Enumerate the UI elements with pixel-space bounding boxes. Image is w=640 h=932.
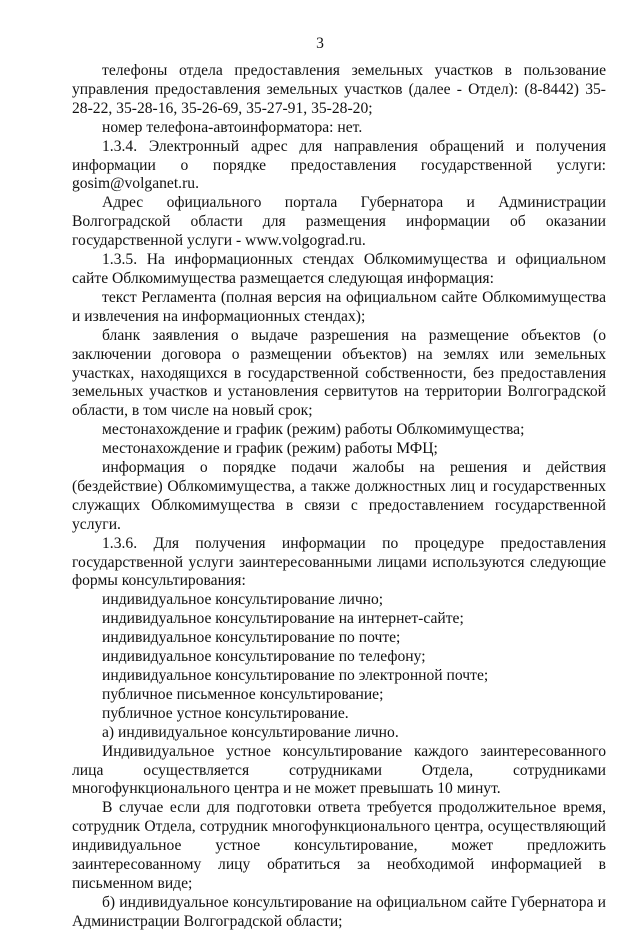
list-item: индивидуальное консультирование по почте; bbox=[102, 629, 401, 647]
document-body bbox=[72, 62, 606, 932]
paragraph: местонахождение и график (режим) работы Облкомимущества; bbox=[102, 421, 525, 439]
paragraph: телефоны отдела предоставления земельных участков в пользование управления предоставления земельных участков (далее - Отдел): (8-8442) 35-28-22, 35-28-16, 35-26-69, 35-27-91, 35-28-20; bbox=[72, 62, 606, 117]
paragraph: номер телефона-автоинформатора: нет. bbox=[102, 118, 363, 136]
paragraph: бланк заявления о выдаче разрешения на размещение объектов (о заключении договора о размещении объектов) на землях или земельных участках, находящихся в государственной собственности, без предоставления земельных участков и установления сервитутов на территории Волгоградской области, в том числе на новый срок; bbox=[72, 326, 606, 420]
paragraph: 1.3.6. Для получения информации по процедуре предоставления государственной услуги заинтересованными лицами используются следующие формы консультирования: bbox=[72, 534, 606, 590]
paragraph: Индивидуальное устное консультирование каждого заинтересованного лица осуществляется сотрудниками Отдела, сотрудниками многофункционального центра и не может превышать 10 минут. bbox=[72, 742, 606, 798]
list-item: публичное устное консультирование. bbox=[102, 704, 349, 722]
list-item: публичное письменное консультирование; bbox=[102, 685, 384, 703]
paragraph: текст Регламента (полная версия на официальном сайте Облкомимущества и извлечения на информационных стендах); bbox=[72, 288, 606, 325]
list-item: индивидуальное консультирование лично; bbox=[102, 591, 384, 609]
paragraph: В случае если для подготовки ответа требуется продолжительное время, сотрудник Отдела, сотрудник многофункционального центра, осуществляющий индивидуальное устное консультирование, может предложить заинтересованному лицу обратиться за необходимой информацией в письменном виде; bbox=[72, 799, 606, 892]
paragraph: местонахождение и график (режим) работы МФЦ; bbox=[102, 440, 438, 458]
paragraph: 1.3.5. На информационных стендах Облкомимущества и официальном сайте Облкомимущества размещается следующая информация: bbox=[72, 251, 606, 287]
list-item: индивидуальное консультирование по электронной почте; bbox=[102, 667, 489, 684]
paragraph: Адрес официального портала Губернатора и Администрации Волгоградской области для размещения информации об оказании государственной услуги - www.volgograd.ru. bbox=[72, 194, 606, 250]
list-item: индивидуальное консультирование по телефону; bbox=[102, 648, 426, 666]
list-item: индивидуальное консультирование на интернет-сайте; bbox=[102, 610, 464, 628]
paragraph: б) индивидуальное консультирование на официальном сайте Губернатора и Администрации Волгоградской области; bbox=[72, 893, 606, 930]
page-number: 3 bbox=[316, 35, 324, 52]
paragraph: информация о порядке подачи жалобы на решения и действия (бездействие) Облкомимущества, а также должностных лиц и государственных служащих Облкомимущества в связи с предоставлением государственной услуги. bbox=[72, 459, 606, 533]
paragraph: 1.3.4. Электронный адрес для направления обращений и получения информации о порядке предоставления государственной услуги: gosim@volganet.ru. bbox=[72, 137, 606, 193]
paragraph: а) индивидуальное консультирование лично. bbox=[102, 723, 399, 741]
